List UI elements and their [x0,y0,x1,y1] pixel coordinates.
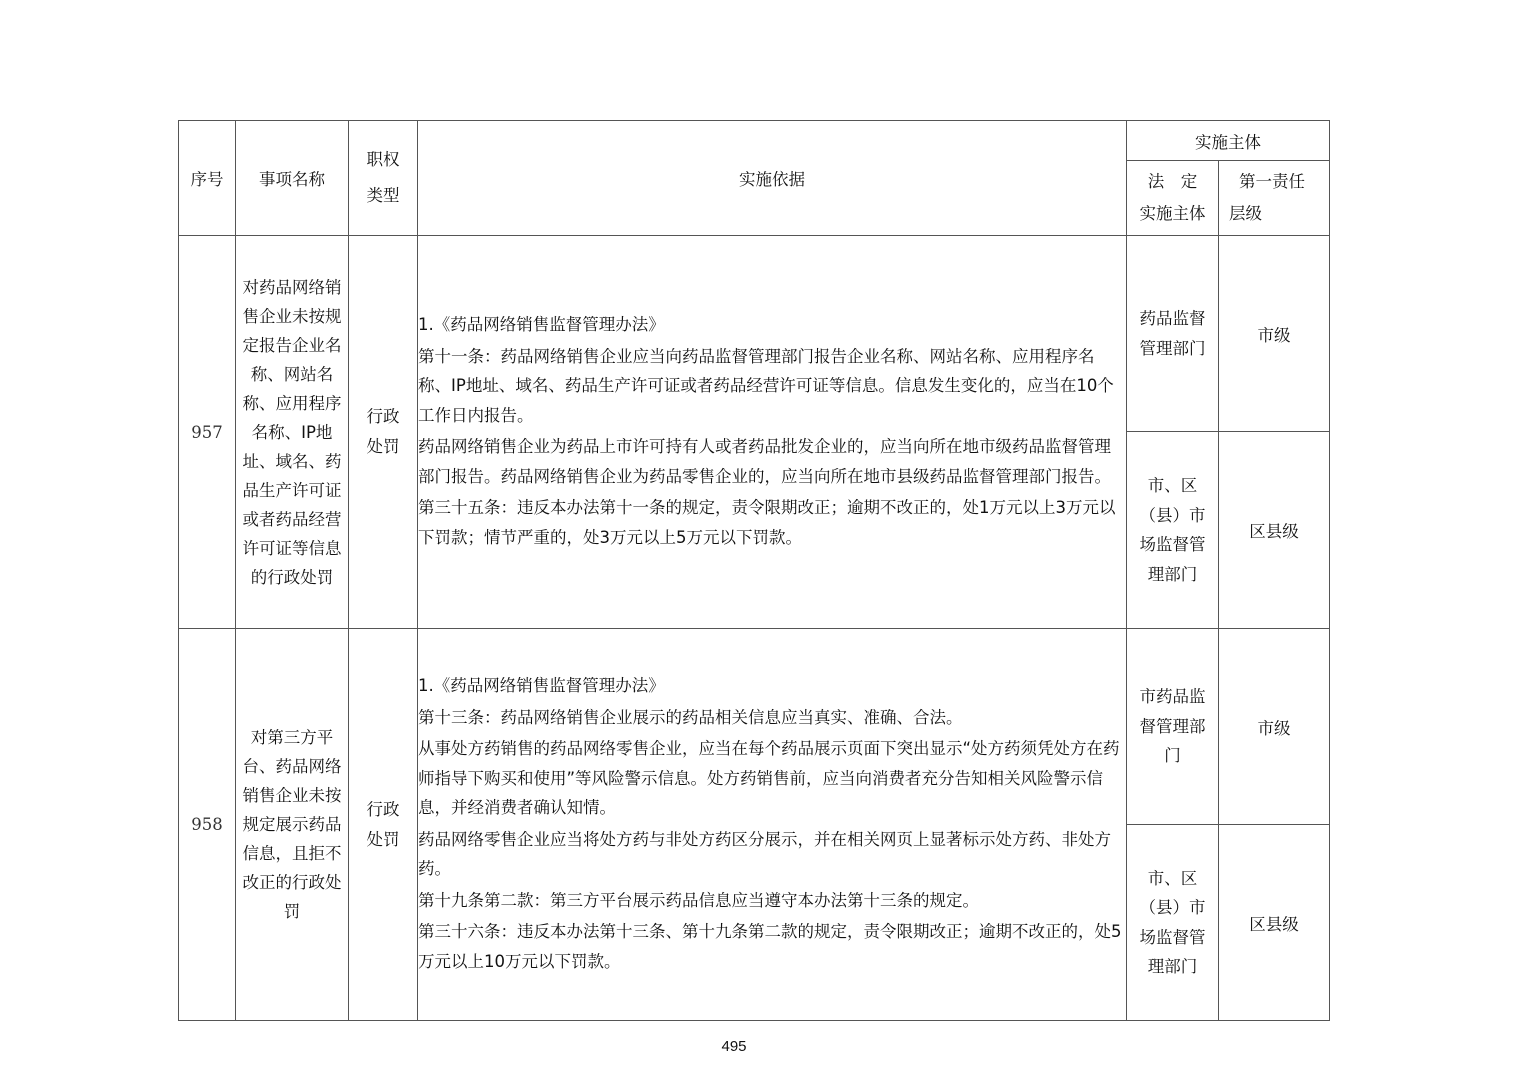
legal-subject-text: 市、区（县）市场监督管理部门 [1139,868,1206,976]
row-item-name: 对第三方平台、药品网络销售企业未按规定展示药品信息，且拒不改正的行政处罚 [236,629,349,1021]
responsibility-level-cell: 市级 [1219,629,1330,825]
responsibility-table [178,120,1330,1021]
row-basis [418,629,1127,1021]
header-type-line2: 类型 [366,186,400,205]
basis-paragraph: 第十三条：药品网络销售企业展示的药品相关信息应当真实、准确、合法。 [418,707,963,727]
header-type-line1: 职权 [366,150,400,169]
responsibility-level-cell: 区县级 [1219,825,1330,1021]
responsibility-level-cell: 市级 [1219,236,1330,432]
header-resp-level [1219,161,1330,236]
header-legal-line1: 法 定 [1147,172,1198,191]
header-resp-line2: 层级 [1229,204,1262,223]
basis-paragraph: 药品网络零售企业应当将处方药与非处方药区分展示，并在相关网页上显著标示处方药、非处方药。 [418,829,1111,878]
row-seq: 957 [179,236,236,629]
header-basis: 实施依据 [418,121,1127,236]
basis-paragraph: 第十一条：药品网络销售企业应当向药品监督管理部门报告企业名称、网站名称、应用程序名称、IP地址、域名、药品生产许可证或者药品经营许可证等信息。信息发生变化的，应当在10个工作日内报告。 [418,346,1114,425]
header-row [179,121,1330,161]
legal-subject-cell [1127,825,1219,1021]
table-row [179,236,1330,432]
page-number: 495 [721,1038,747,1055]
basis-paragraph: 从事处方药销售的药品网络零售企业，应当在每个药品展示页面下突出显示“处方药须凭处方在药师指导下购买和使用”等风险警示信息。处方药销售前，应当向消费者充分告知相关风险警示信息，并经消费者确认知情。 [418,739,1120,817]
legal-subject-text: 药品监督管理部门 [1139,309,1206,358]
legal-subject-text: 市、区（县）市场监督管理部门 [1139,476,1206,584]
basis-paragraph: 1.《药品网络销售监督管理办法》 [418,676,665,695]
header-name: 事项名称 [236,121,349,236]
row-seq: 958 [179,629,236,1021]
basis-paragraph: 第三十六条：违反本办法第十三条、第十九条第二款的规定，责令限期改正；逾期不改正的，处5万元以上10万元以下罚款。 [418,922,1122,971]
table-row [179,629,1330,825]
legal-subject-cell [1127,432,1219,629]
responsibility-level-cell: 区县级 [1219,432,1330,629]
basis-paragraph: 1.《药品网络销售监督管理办法》 [418,315,665,334]
header-type [349,121,418,236]
legal-subject-cell [1127,236,1219,432]
basis-paragraph: 第三十五条：违反本办法第十一条的规定，责令限期改正；逾期不改正的，处1万元以上3万元以下罚款；情节严重的，处3万元以上5万元以下罚款。 [418,498,1116,547]
header-legal-subject [1127,161,1219,236]
basis-paragraph: 药品网络销售企业为药品上市许可持有人或者药品批发企业的，应当向所在地市级药品监督管理部门报告。药品网络销售企业为药品零售企业的，应当向所在地市县级药品监督管理部门报告。 [418,437,1111,486]
row-power-type [349,236,418,629]
row-power-type-text: 行政处罚 [366,799,400,849]
row-basis [418,236,1127,629]
row-power-type-text: 行政处罚 [366,407,400,456]
header-seq: 序号 [179,121,236,236]
header-resp-line1: 第一责任 [1239,172,1305,191]
basis-paragraph: 第十九条第二款：第三方平台展示药品信息应当遵守本办法第十三条的规定。 [418,890,979,910]
header-legal-line2: 实施主体 [1139,204,1206,223]
legal-subject-text: 市药品监督管理部门 [1139,687,1206,766]
legal-subject-cell [1127,629,1219,825]
row-item-name: 对药品网络销售企业未按规定报告企业名称、网站名称、应用程序名称、IP地址、域名、药品生产许可证或者药品经营许可证等信息的行政处罚 [236,236,349,629]
row-power-type [349,629,418,1021]
header-subject-group: 实施主体 [1127,121,1330,161]
